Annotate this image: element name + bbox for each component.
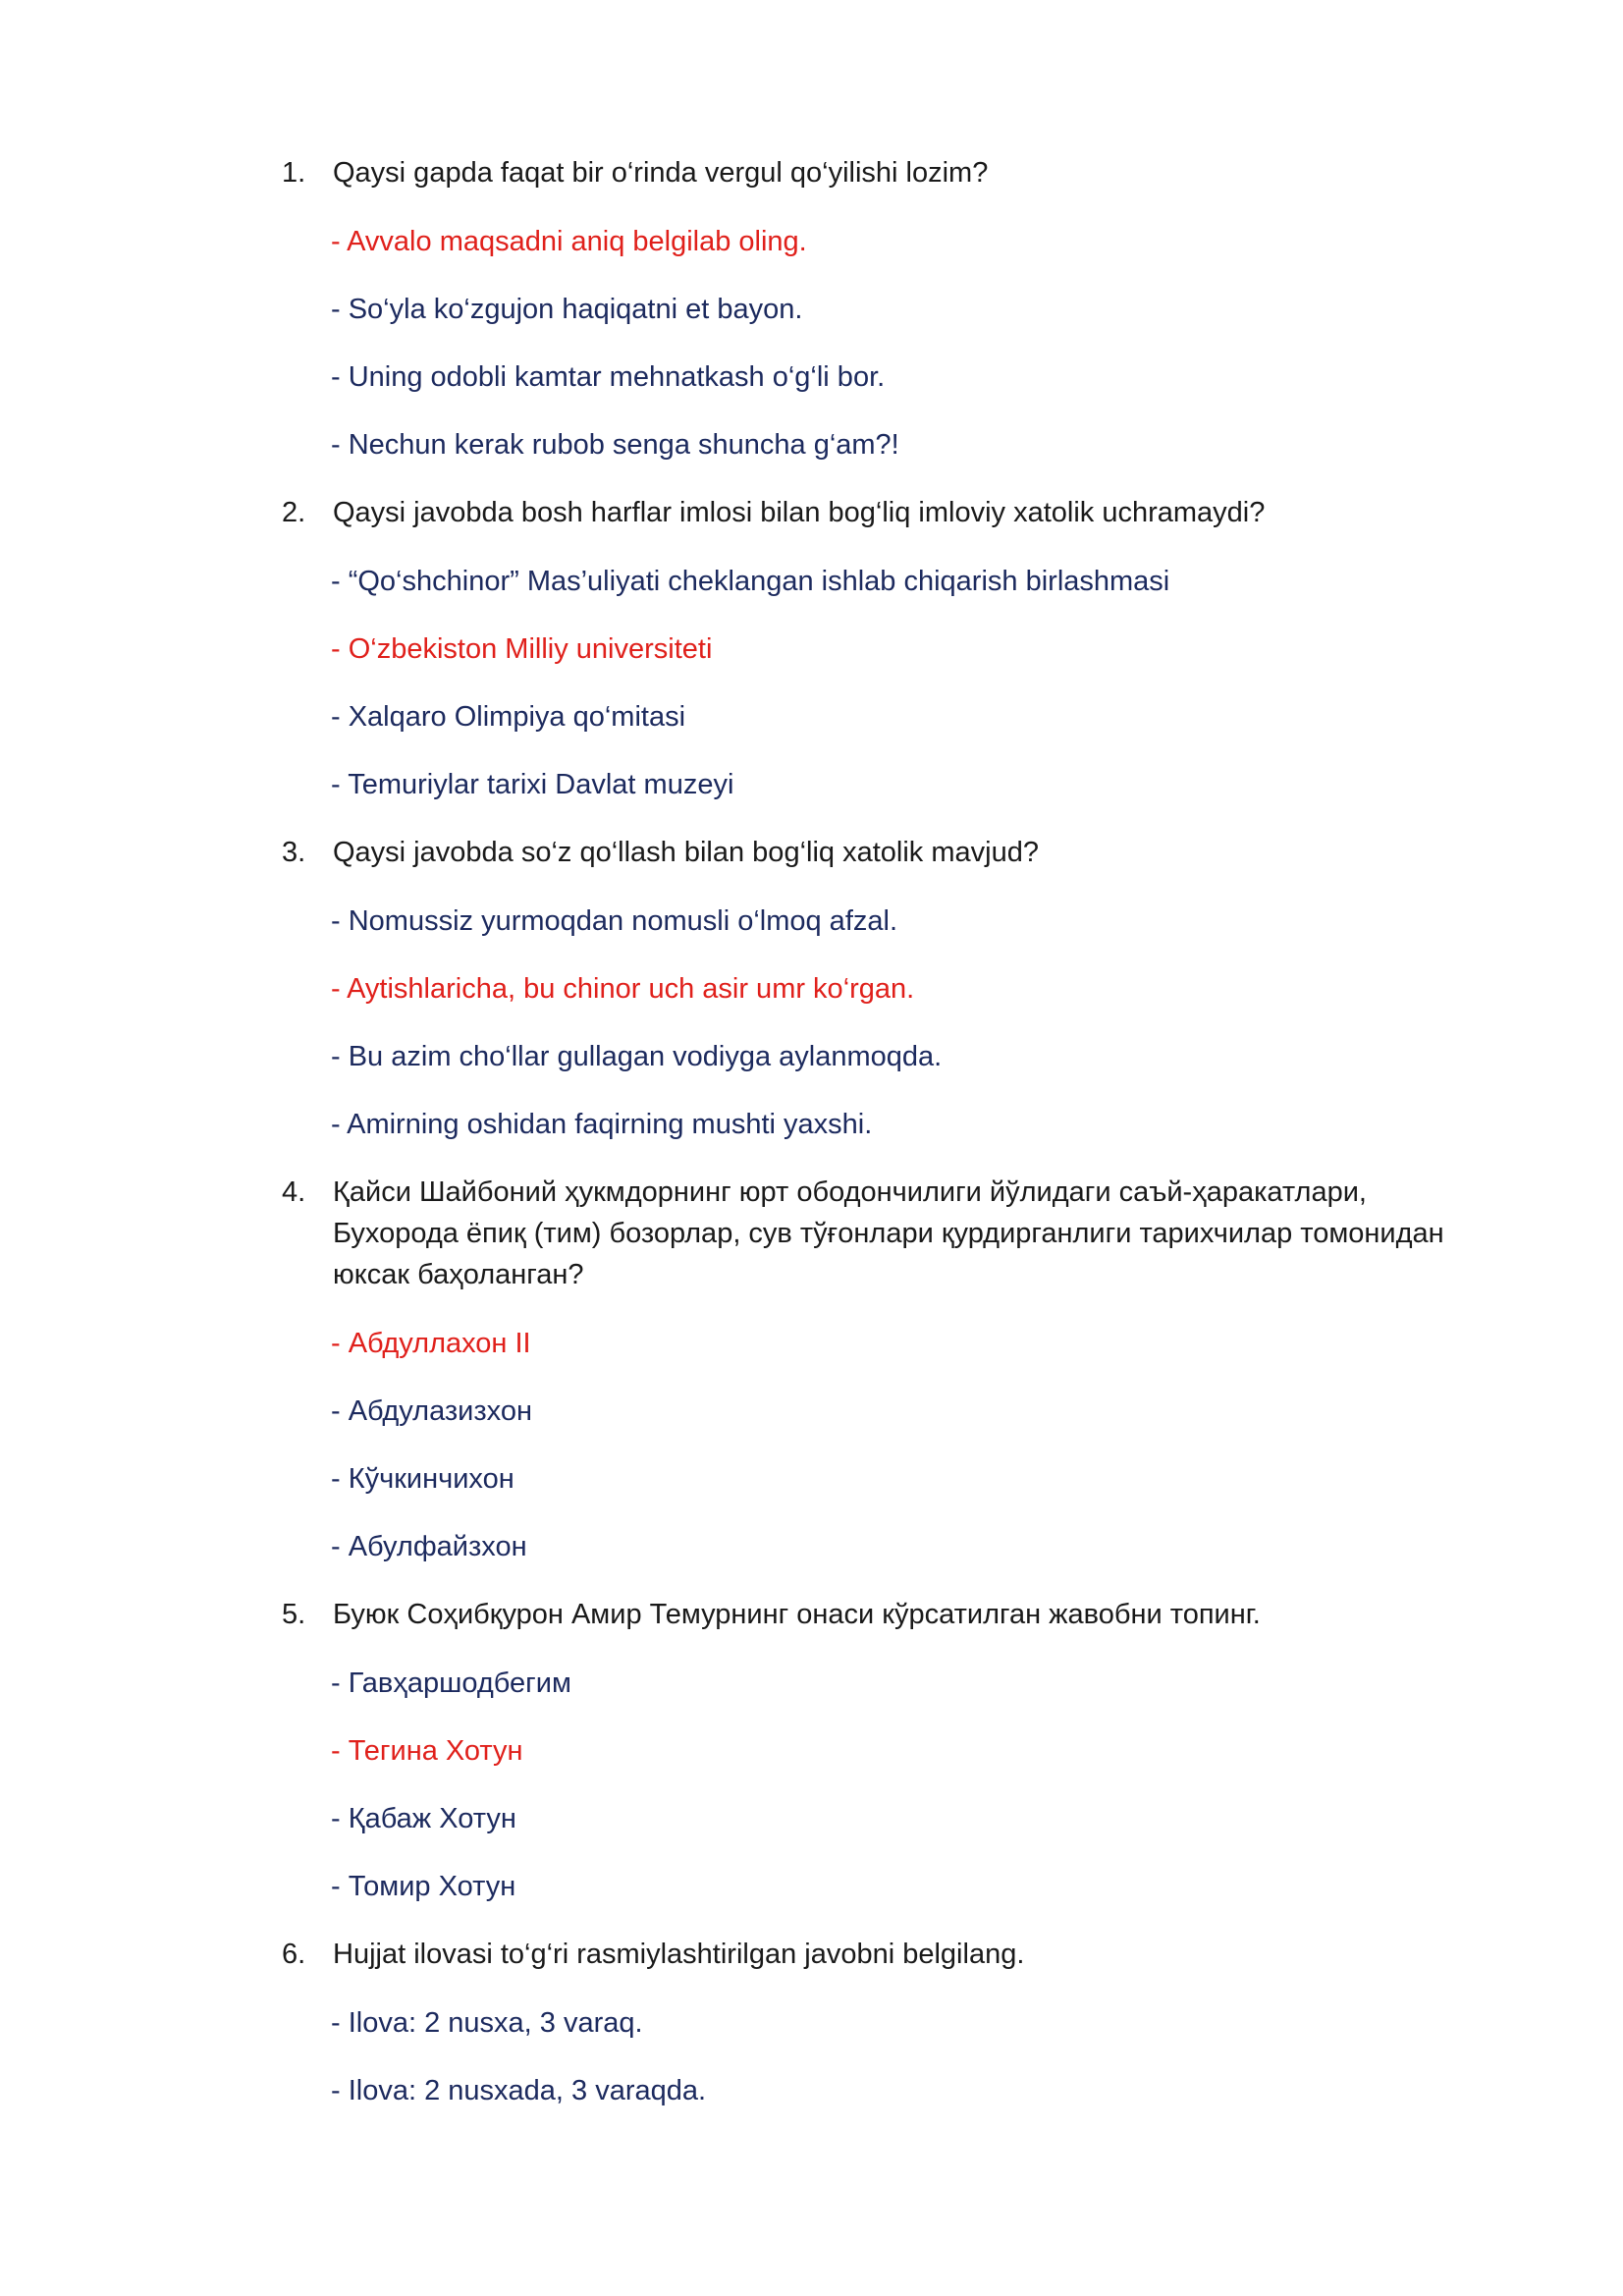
question-3 — [282, 832, 1489, 873]
question-number: 2. — [282, 497, 306, 528]
question-1 — [282, 152, 1489, 193]
answer-option: - Кўчкинчихон — [331, 1463, 514, 1495]
answer-option-correct: - Абдуллахон II — [331, 1328, 531, 1359]
answer-option: - Xalqaro Olimpiya qo‘mitasi — [331, 701, 686, 733]
answer-option: - Bu azim cho‘llar gullagan vodiyga aylanmoqda. — [331, 1041, 943, 1072]
question-2 — [282, 492, 1489, 533]
question-number: 6. — [282, 1939, 306, 1970]
answer-option-correct: - Тегина Хотун — [331, 1735, 523, 1767]
question-text: Qaysi javobda bosh harflar imlosi bilan bog‘liq imloviy xatolik uchramaydi? — [333, 497, 1266, 528]
question-first-line — [282, 1172, 1489, 1213]
answer-option-correct: - O‘zbekiston Milliy universiteti — [331, 633, 713, 665]
answer-option: - Абдулазизхон — [331, 1395, 532, 1427]
answer-option-correct: - Aytishlaricha, bu chinor uch asir umr ko‘rgan. — [331, 973, 915, 1005]
question-text-continued: Бухорода ёпиқ (тим) бозорлар, сув тўғонлари қурдирганлиги тарихчилар томонидан юксак баҳоланган? — [333, 1218, 1444, 1290]
question-number: 3. — [282, 837, 306, 868]
answer-option: - Абулфайзхон — [331, 1531, 527, 1562]
answer-option: - Қабаж Хотун — [331, 1803, 516, 1834]
answer-option-correct: - Avvalo maqsadni aniq belgilab oling. — [331, 226, 807, 257]
question-6 — [282, 1934, 1489, 1975]
answer-option: - So‘yla ko‘zgujon haqiqatni et bayon. — [331, 294, 803, 325]
question-number: 5. — [282, 1599, 306, 1630]
answer-option: - Uning odobli kamtar mehnatkash o‘g‘li bor. — [331, 361, 886, 393]
answer-option: - Amirning oshidan faqirning mushti yaxshi. — [331, 1109, 873, 1140]
answer-option: - Temuriylar tarixi Davlat muzeyi — [331, 769, 734, 800]
question-text: Қайси Шайбоний ҳукмдорнинг юрт ободончилиги йўлидаги саъй-ҳаракатлари, — [333, 1176, 1367, 1208]
question-text: Qaysi javobda so‘z qo‘llash bilan bog‘liq xatolik mavjud? — [333, 837, 1039, 868]
question-5 — [282, 1594, 1489, 1635]
question-number: 1. — [282, 157, 306, 189]
answer-option: - Гавҳаршодбегим — [331, 1667, 571, 1699]
question-text: Hujjat ilovasi to‘g‘ri rasmiylashtirilgan javobni belgilang. — [333, 1939, 1025, 1970]
answer-option: - Nechun kerak rubob senga shuncha g‘am?! — [331, 429, 899, 461]
answer-option: - Ilova: 2 nusxada, 3 varaqda. — [331, 2075, 707, 2106]
answer-option: - Ilova: 2 nusxa, 3 varaq. — [331, 2007, 643, 2039]
question-4 — [282, 1172, 1489, 1295]
question-text: Буюк Соҳибқурон Амир Темурнинг онаси кўрсатилган жавобни топинг. — [333, 1599, 1261, 1630]
answer-option: - Томир Хотун — [331, 1871, 516, 1902]
question-text: Qaysi gapda faqat bir o‘rinda vergul qo‘yilishi lozim? — [333, 157, 989, 189]
answer-option: - “Qo‘shchinor” Mas’uliyati cheklangan ishlab chiqarish birlashmasi — [331, 566, 1170, 597]
answer-option: - Nomussiz yurmoqdan nomusli o‘lmoq afzal. — [331, 905, 897, 937]
question-number: 4. — [282, 1176, 306, 1208]
